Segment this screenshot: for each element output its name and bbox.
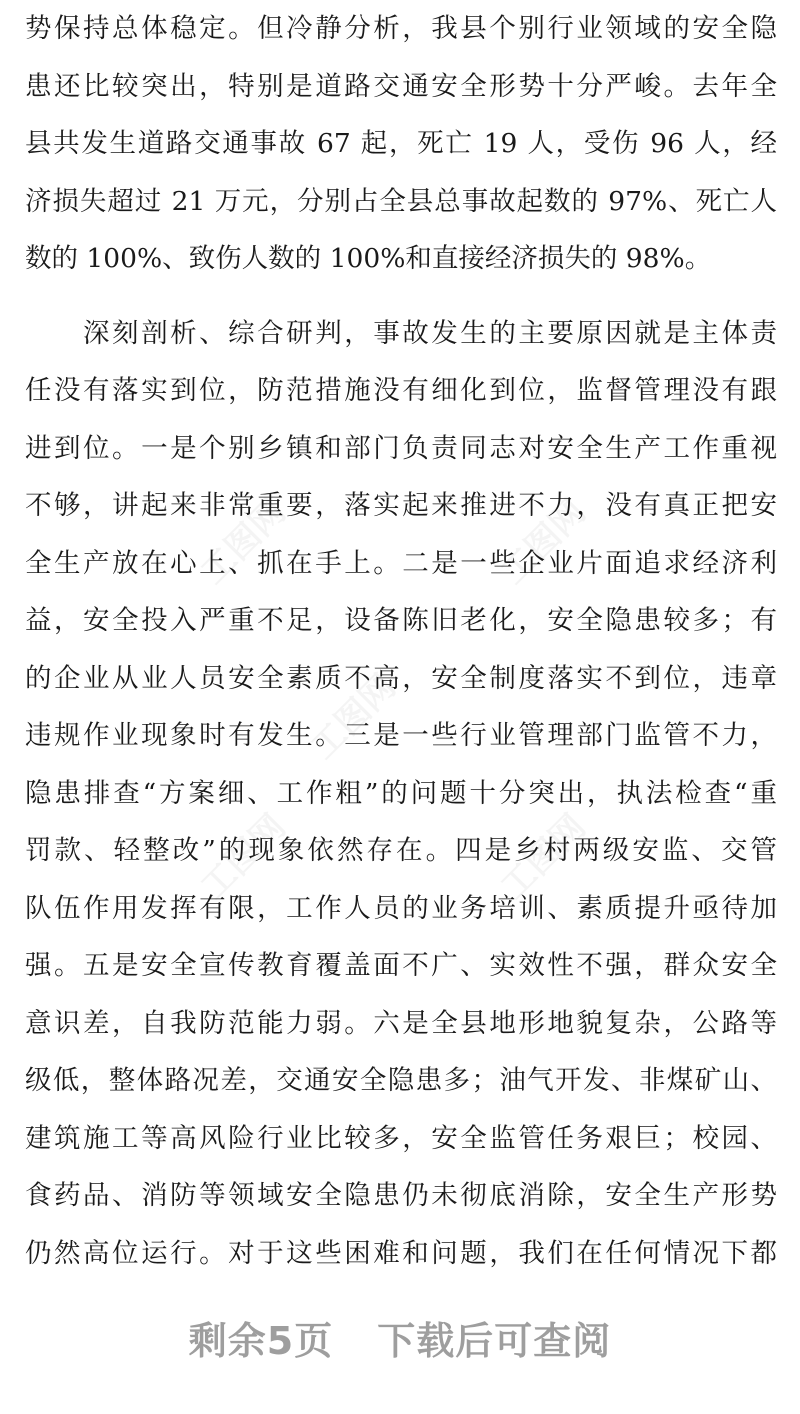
text-line: 县共发生道路交通事故 67 起，死亡 19 人，受伤 96 人，经 <box>25 128 777 159</box>
download-to-view-label: 下载后可查阅 <box>377 1319 612 1363</box>
text-line: 罚款、轻整改”的现象依然存在。四是乡村两级安监、交管 <box>25 835 777 866</box>
paragraph-gap <box>25 288 777 305</box>
download-prompt[interactable] <box>0 1310 800 1365</box>
text-line: 势保持总体稳定。但冷静分析，我县个别行业领域的安全隐 <box>25 13 777 44</box>
text-line: 建筑施工等高风险行业比较多，安全监管任务艰巨；校园、 <box>25 1122 777 1154</box>
text-line: 仍然高位运行。对于这些困难和问题，我们在任何情况下都 <box>25 1237 777 1269</box>
text-line: 数的 100%、致伤人数的 100%和直接经济损失的 98%。 <box>25 243 712 274</box>
text-line: 意识差，自我防范能力弱。六是全县地形地貌复杂，公路等 <box>25 1007 777 1039</box>
text-line: 食药品、消防等领域安全隐患仍未彻底消除，安全生产形势 <box>25 1180 777 1211</box>
document-body <box>25 0 777 1282</box>
paragraph-1 <box>25 0 777 288</box>
text-line: 隐患排查“方案细、工作粗”的问题十分突出，执法检查“重 <box>25 777 777 809</box>
text-line: 队伍作用发挥有限，工作人员的业务培训、素质提升亟待加 <box>25 892 777 924</box>
text-line: 患还比较突出，特别是道路交通安全形势十分严峻。去年全 <box>25 70 777 102</box>
text-line: 全生产放在心上、抓在手上。二是一些企业片面追求经济利 <box>25 547 777 579</box>
text-line: 任没有落实到位，防范措施没有细化到位，监督管理没有跟 <box>25 375 777 406</box>
paragraph-2 <box>25 305 777 1283</box>
text-line: 益，安全投入严重不足，设备陈旧老化，安全隐患较多；有 <box>25 605 777 636</box>
remaining-pages-label: 剩余5页 <box>188 1319 334 1363</box>
text-line: 强。五是安全宣传教育覆盖面不广、实效性不强，群众安全 <box>25 950 777 981</box>
text-line: 级低，整体路况差，交通安全隐患多；油气开发、非煤矿山、 <box>25 1065 777 1096</box>
text-line: 的企业从业人员安全素质不高，安全制度落实不到位，违章 <box>25 662 777 694</box>
text-line: 深刻剖析、综合研判，事故发生的主要原因就是主体责 <box>25 317 777 349</box>
text-line: 违规作业现象时有发生。三是一些行业管理部门监管不力， <box>25 720 777 751</box>
text-line: 进到位。一是个别乡镇和部门负责同志对安全生产工作重视 <box>25 432 777 464</box>
text-line: 不够，讲起来非常重要，落实起来推进不力，没有真正把安 <box>25 490 777 521</box>
text-line: 济损失超过 21 万元，分别占全县总事故起数的 97%、死亡人 <box>25 185 777 217</box>
